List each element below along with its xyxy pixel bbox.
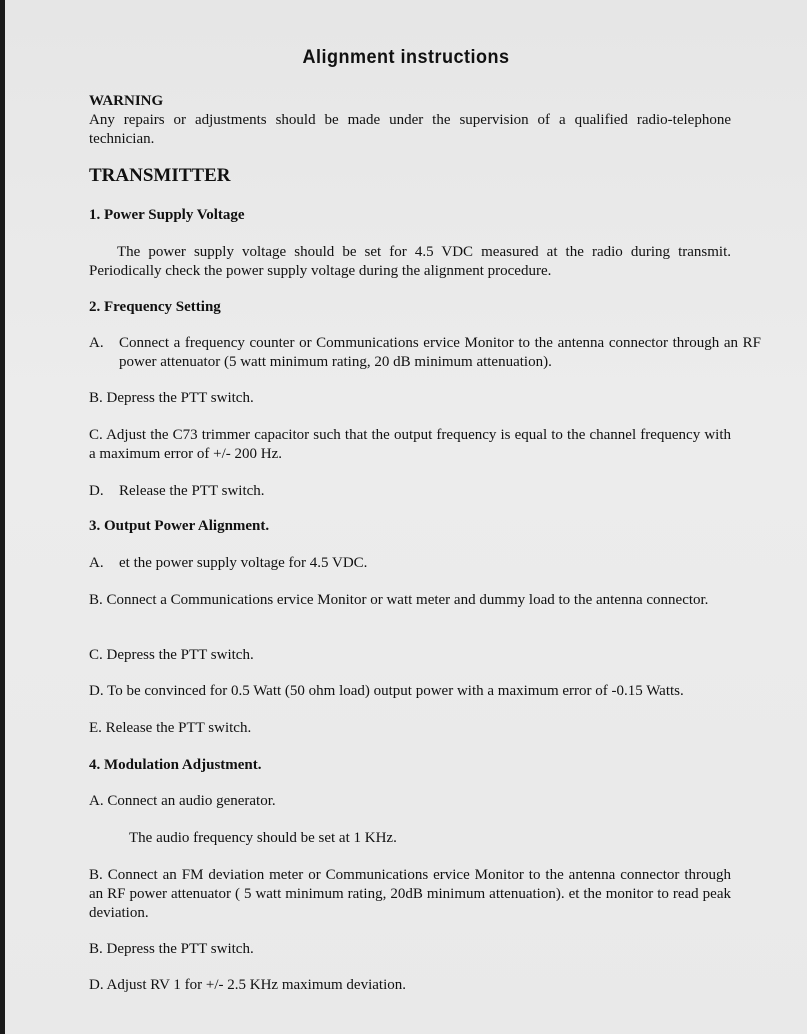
list-item [89, 482, 731, 501]
list-item [89, 866, 731, 923]
step-label: C. [89, 647, 103, 663]
step-text: Depress the PTT switch. [106, 941, 254, 957]
list-item [89, 682, 731, 701]
step-text: Connect an FM deviation meter or Communications ervice Monitor to the antenna connector through an RF power attenuator ( 5 watt minimum rating, 20dB minimum attenuation). et the monitor to read peak deviation. [89, 867, 732, 921]
step-text: Connect a frequency counter or Communications ervice Monitor to the antenna connector through an RF power attenuator (5 watt minimum rating, 20 dB minimum attenuation). [119, 335, 761, 370]
list-item [89, 792, 731, 811]
warning-text: Any repairs or adjustments should be made under the supervision of a qualified radio-telephone technician. [89, 112, 731, 147]
page-title: Alignment instructions [302, 47, 510, 68]
section-heading-output-power: 3. Output Power Alignment. [89, 518, 270, 534]
section-heading-transmitter: TRANSMITTER [89, 165, 231, 186]
list-item [89, 389, 731, 408]
section-heading-modulation: 4. Modulation Adjustment. [89, 757, 262, 773]
list-item [89, 426, 731, 464]
list-item [89, 646, 731, 665]
step-text: Connect a Communications ervice Monitor or watt meter and dummy load to the antenna connector. [106, 592, 709, 608]
step-label: B. [89, 941, 103, 957]
step-text: Connect an audio generator. [107, 793, 276, 809]
step-text: Depress the PTT switch. [106, 647, 254, 663]
list-item-note [89, 829, 771, 848]
step-label: A. [89, 335, 104, 351]
step-text: Depress the PTT switch. [106, 390, 254, 406]
list-item [89, 940, 731, 959]
step-label: D. [89, 683, 104, 699]
step-label: A. [89, 555, 104, 571]
step-label: B. [89, 592, 103, 608]
section-heading-power-supply: 1. Power Supply Voltage [89, 207, 245, 223]
list-item [89, 719, 731, 738]
step-text: et the power supply voltage for 4.5 VDC. [119, 555, 368, 571]
step-label: A. [89, 793, 104, 809]
step-text: Release the PTT switch. [105, 720, 252, 736]
section-heading-frequency: 2. Frequency Setting [89, 299, 221, 315]
step-text: The audio frequency should be set at 1 KHz. [129, 830, 397, 846]
step-text: Adjust RV 1 for +/- 2.5 KHz maximum deviation. [106, 977, 406, 993]
step-label: E. [89, 720, 102, 736]
step-text: Adjust the C73 trimmer capacitor such that the output frequency is equal to the channel frequency with a maximum error of +/- 200 Hz. [89, 427, 731, 462]
warning-heading: WARNING [89, 93, 164, 109]
document-page [5, 0, 807, 1034]
step-text: To be convinced for 0.5 Watt (50 ohm load) output power with a maximum error of -0.15 Watts. [107, 683, 684, 699]
step-label: B. [89, 390, 103, 406]
list-item [89, 554, 731, 573]
step-label: D. [89, 483, 104, 499]
step-label: D. [89, 977, 104, 993]
list-item [89, 334, 761, 372]
step-label: B. [89, 867, 103, 883]
step-text: Release the PTT switch. [119, 483, 265, 499]
step-label: C. [89, 427, 103, 443]
power-supply-paragraph: The power supply voltage should be set for 4.5 VDC measured at the radio during transmit. Periodically check the power supply voltage during the alignment procedure. [89, 244, 731, 279]
list-item [89, 976, 731, 995]
list-item [89, 591, 731, 610]
